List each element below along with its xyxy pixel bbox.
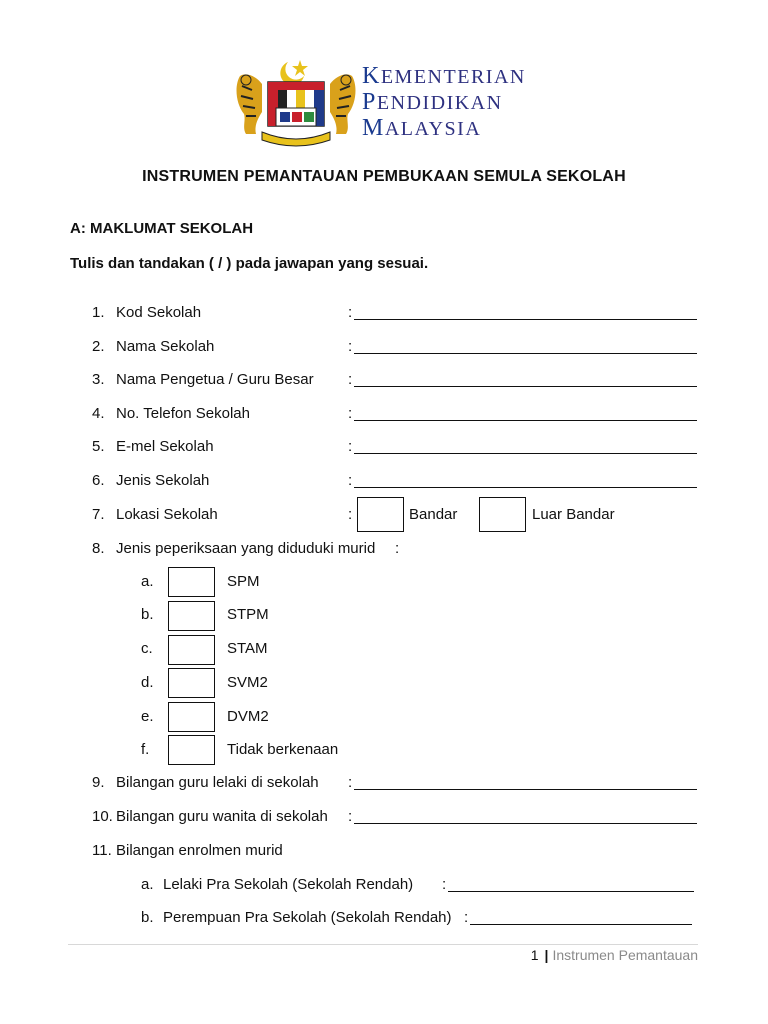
field-label: Bilangan guru lelaki di sekolah xyxy=(116,774,319,791)
page-footer xyxy=(531,947,698,963)
exam-option-stpm xyxy=(0,606,768,628)
bandar-label: Bandar xyxy=(409,506,458,523)
field-row-enrolmen xyxy=(0,842,768,864)
dvm2-checkbox[interactable] xyxy=(168,702,215,732)
section-heading: A: MAKLUMAT SEKOLAH xyxy=(70,220,254,237)
tidak-berkenaan-checkbox[interactable] xyxy=(168,735,215,765)
field-label: Kod Sekolah xyxy=(116,304,202,321)
option-label: SPM xyxy=(227,573,260,590)
field-number: 7. xyxy=(92,506,105,523)
field-label: Bilangan guru wanita di sekolah xyxy=(116,808,328,825)
footer-document-name: Instrumen Pemantauan xyxy=(552,947,698,963)
field-row-guru-lelaki xyxy=(0,774,768,796)
exam-option-stam xyxy=(0,640,768,662)
enrolmen-row-lelaki xyxy=(0,876,768,898)
field-number: 11. xyxy=(92,842,112,859)
field-colon: : xyxy=(348,371,353,388)
enrolmen-perempuan-answer-line[interactable] xyxy=(470,924,692,925)
option-letter: e. xyxy=(141,708,154,725)
email-answer-line[interactable] xyxy=(354,453,697,454)
enrolmen-row-perempuan xyxy=(0,909,768,931)
option-letter: f. xyxy=(141,741,150,758)
option-letter: b. xyxy=(141,909,154,926)
option-label: Tidak berkenaan xyxy=(227,741,339,758)
field-colon: : xyxy=(348,506,353,523)
guru-lelaki-answer-line[interactable] xyxy=(354,789,697,790)
option-label: STAM xyxy=(227,640,268,657)
field-label: Jenis Sekolah xyxy=(116,472,210,489)
document-title: INSTRUMEN PEMANTAUAN PEMBUKAAN SEMULA SEKOLAH xyxy=(142,168,626,185)
field-colon: : xyxy=(348,438,353,455)
telefon-answer-line[interactable] xyxy=(354,420,697,421)
field-label: Nama Pengetua / Guru Besar xyxy=(116,371,314,388)
exam-option-dvm2 xyxy=(0,708,768,730)
field-colon: : xyxy=(464,909,469,926)
footer-separator: | xyxy=(544,947,549,963)
field-colon: : xyxy=(348,405,353,422)
option-letter: b. xyxy=(141,606,154,623)
option-letter: d. xyxy=(141,674,154,691)
field-number: 4. xyxy=(92,405,105,422)
field-colon: : xyxy=(395,540,400,557)
field-number: 6. xyxy=(92,472,105,489)
option-letter: a. xyxy=(141,876,154,893)
stam-checkbox[interactable] xyxy=(168,635,215,665)
ministry-logo xyxy=(232,56,542,148)
field-number: 3. xyxy=(92,371,105,388)
nama-pengetua-answer-line[interactable] xyxy=(354,386,697,387)
field-row-peperiksaan xyxy=(0,540,768,562)
exam-option-svm2 xyxy=(0,674,768,696)
nama-sekolah-answer-line[interactable] xyxy=(354,353,697,354)
option-letter: c. xyxy=(141,640,153,657)
kod-sekolah-answer-line[interactable] xyxy=(354,319,697,320)
field-number: 9. xyxy=(92,774,105,791)
field-label: Perempuan Pra Sekolah (Sekolah Rendah) xyxy=(163,909,452,926)
field-number: 10. xyxy=(92,808,113,825)
page-number: 1 xyxy=(530,947,539,963)
field-label: Nama Sekolah xyxy=(116,338,215,355)
field-number: 1. xyxy=(92,304,105,321)
jenis-sekolah-answer-line[interactable] xyxy=(354,487,697,488)
luar-bandar-label: Luar Bandar xyxy=(532,506,615,523)
option-letter: a. xyxy=(141,573,154,590)
option-label: DVM2 xyxy=(227,708,269,725)
bandar-checkbox[interactable] xyxy=(357,497,404,532)
luar-bandar-checkbox[interactable] xyxy=(479,497,526,532)
guru-wanita-answer-line[interactable] xyxy=(354,823,697,824)
field-label: Bilangan enrolmen murid xyxy=(116,842,283,859)
enrolmen-lelaki-answer-line[interactable] xyxy=(448,891,694,892)
field-number: 8. xyxy=(92,540,105,557)
stpm-checkbox[interactable] xyxy=(168,601,215,631)
spm-checkbox[interactable] xyxy=(168,567,215,597)
ministry-line-2: PENDIDIKAN xyxy=(362,89,503,115)
field-colon: : xyxy=(348,808,353,825)
option-label: SVM2 xyxy=(227,674,268,691)
instruction-text: Tulis dan tandakan ( / ) pada jawapan yang sesuai. xyxy=(70,255,429,272)
field-colon: : xyxy=(442,876,447,893)
field-label: No. Telefon Sekolah xyxy=(116,405,250,422)
field-label: Lelaki Pra Sekolah (Sekolah Rendah) xyxy=(163,876,414,893)
exam-option-tidak-berkenaan xyxy=(0,741,768,763)
field-row-guru-wanita xyxy=(0,808,768,830)
field-label: Jenis peperiksaan yang diduduki murid xyxy=(116,540,376,557)
svm2-checkbox[interactable] xyxy=(168,668,215,698)
ministry-line-1: KEMENTERIAN xyxy=(362,63,526,89)
field-number: 5. xyxy=(92,438,105,455)
ministry-name xyxy=(362,64,526,142)
ministry-line-3: MALAYSIA xyxy=(362,115,482,141)
malaysia-coat-of-arms-icon xyxy=(232,56,360,148)
exam-option-spm xyxy=(0,573,768,595)
footer-divider xyxy=(68,944,698,945)
field-number: 2. xyxy=(92,338,105,355)
field-colon: : xyxy=(348,304,353,321)
option-label: STPM xyxy=(227,606,269,623)
field-colon: : xyxy=(348,338,353,355)
field-colon: : xyxy=(348,472,353,489)
field-colon: : xyxy=(348,774,353,791)
field-label: Lokasi Sekolah xyxy=(116,506,218,523)
field-label: E-mel Sekolah xyxy=(116,438,214,455)
